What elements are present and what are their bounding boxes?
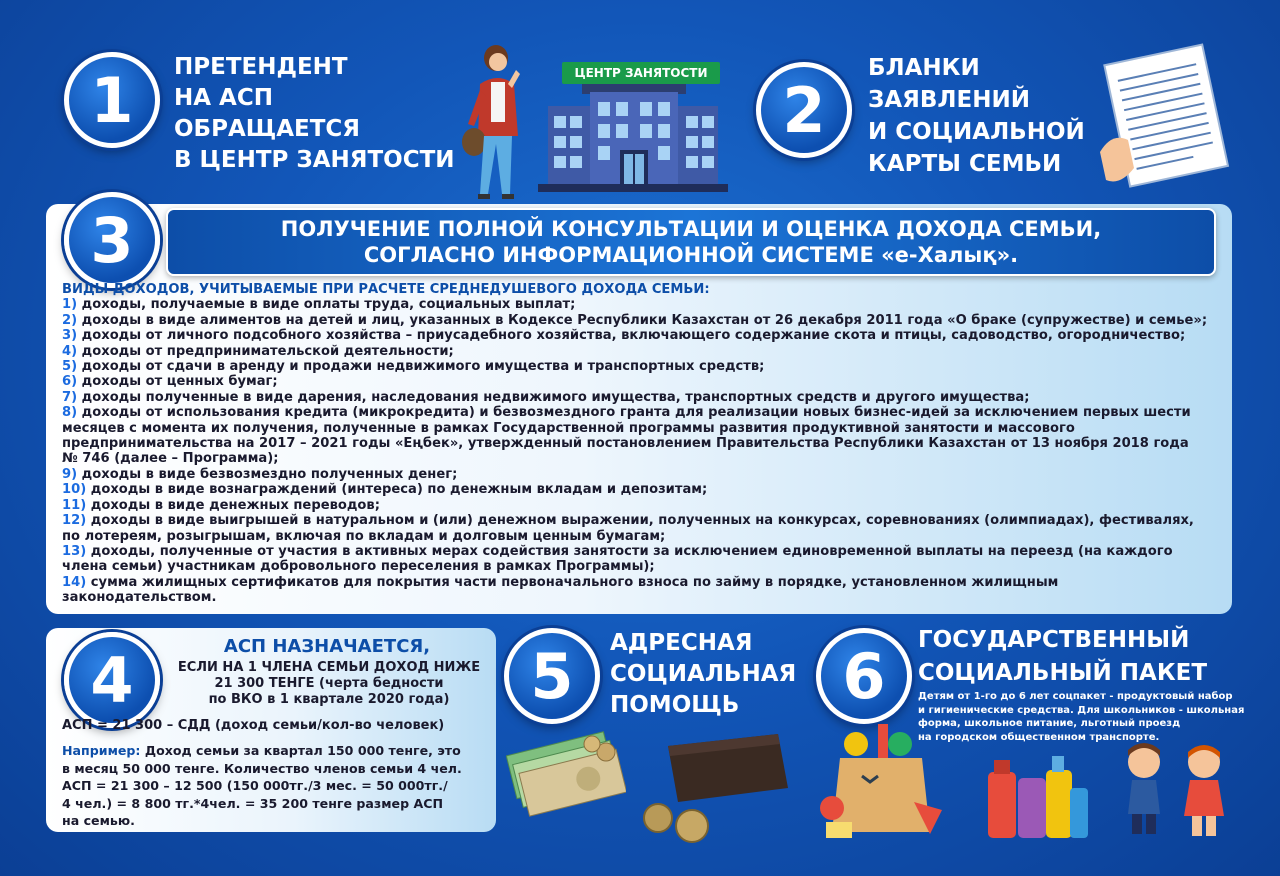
step-6-title: ГОСУДАРСТВЕННЫЙ СОЦИАЛЬНЫЙ ПАКЕТ bbox=[918, 627, 1208, 686]
building-sign: ЦЕНТР ЗАНЯТОСТИ bbox=[562, 62, 720, 84]
hygiene-products-illustration bbox=[980, 752, 1090, 842]
list-item: 14) сумма жилищных сертификатов для покрытия части первоначального взноса по займу в порядке, установленном жилищным законодательством. bbox=[62, 574, 1059, 606]
step-3-banner: ПОЛУЧЕНИЕ ПОЛНОЙ КОНСУЛЬТАЦИИ И ОЦЕНКА ДОХОДА СЕМЬИ, СОГЛАСНО ИНФОРМАЦИОННОЙ СИСТЕМЕ «е-Халық». bbox=[166, 208, 1216, 276]
children-illustration bbox=[1108, 740, 1244, 840]
list-item: 4) доходы от предпринимательской деятельности; bbox=[62, 343, 454, 359]
list-item: 7) доходы полученные в виде дарения, наследования недвижимого имущества, транспортных средств и другого имущества; bbox=[62, 389, 1030, 405]
step-2-text: БЛАНКИ ЗАЯВЛЕНИЙ И СОЦИАЛЬНОЙ КАРТЫ СЕМЬИ bbox=[868, 55, 1085, 177]
building-illustration bbox=[538, 84, 728, 192]
step-6-description: Детям от 1-го до 6 лет соцпакет - продуктовый набор и гигиенические средства. Для школьников - школьная форма, школьное питание, льготный проезд на городском общественном транспорте. bbox=[918, 691, 1245, 743]
list-item: 1) доходы, получаемые в виде оплаты труда, социальных выплат; bbox=[62, 297, 576, 313]
step-4-number: 4 bbox=[64, 632, 160, 728]
step-4-formula: АСП = 21 300 – СДД (доход семьи/кол-во человек) bbox=[62, 718, 445, 733]
list-item: 11) доходы в виде денежных переводов; bbox=[62, 497, 380, 513]
step-1-text: ПРЕТЕНДЕНТ НА АСП ОБРАЩАЕТСЯ В ЦЕНТР ЗАНЯТОСТИ bbox=[174, 54, 455, 173]
list-item: 8) доходы от использования кредита (микрокредита) и безвозмездного гранта для реализации новых бизнес-идей за исключением первых шести месяцев с момента их получения, полученные в рамках Государственной программы развития продуктивной занятости и массового предпринимательства на 2017 – 2021 годы «Еңбек», утвержденный постановлением Правительства Республики Казахстан от 13 ноября 2018 года № 746 (далее – Программа); bbox=[62, 405, 1191, 467]
step-3-number: 3 bbox=[64, 192, 160, 288]
coins-illustration bbox=[640, 800, 720, 846]
step-4-example: Например: Доход семьи за квартал 150 000 тенге, это в месяц 50 000 тенге. Количество членов семьи 4 чел. АСП = 21 300 – 12 500 (150 000тг./3 мес. = 50 000тг./ 4 чел.) = 8 800 тг.*4чел. = 35 200 тенге размер АСП на семью. bbox=[62, 743, 462, 829]
step-5-text: АДРЕСНАЯ СОЦИАЛЬНАЯ ПОМОЩЬ bbox=[610, 630, 797, 718]
list-item: 10) доходы в виде вознаграждений (интереса) по денежным вкладам и депозитам; bbox=[62, 482, 708, 498]
woman-illustration bbox=[458, 44, 538, 204]
list-item: 3) доходы от личного подсобного хозяйства – приусадебного хозяйства, включающего содержание скота и птицы, садоводство, огородничество; bbox=[62, 328, 1186, 344]
income-list bbox=[62, 282, 1222, 606]
step-2-number: 2 bbox=[756, 62, 852, 158]
list-item: 13) доходы, полученные от участия в активных мерах содействия занятости за исключением единовременной выплаты на переезд (на каждого члена семьи) участникам добровольного переселения в рамках Программы); bbox=[62, 543, 1173, 575]
income-list-title: ВИДЫ ДОХОДОВ, УЧИТЫВАЕМЫЕ ПРИ РАСЧЕТЕ СРЕДНЕДУШЕВОГО ДОХОДА СЕМЬИ: bbox=[62, 282, 710, 297]
step-6-number: 6 bbox=[816, 628, 912, 724]
list-item: 6) доходы от ценных бумаг; bbox=[62, 374, 278, 390]
list-item: 9) доходы в виде безвозмездно полученных денег; bbox=[62, 466, 458, 482]
list-item: 2) доходы в виде алиментов на детей и лиц, указанных в Кодексе Республики Казахстан от 26 декабря 2011 года «О браке (супружестве) и семье»; bbox=[62, 312, 1208, 328]
step-1-number: 1 bbox=[64, 52, 160, 148]
grocery-bag-illustration bbox=[818, 718, 948, 840]
money-banknotes-illustration bbox=[506, 722, 626, 822]
document-form-icon bbox=[1094, 40, 1234, 190]
list-item: 5) доходы от сдачи в аренду и продажи недвижимого имущества и транспортных средств; bbox=[62, 359, 765, 375]
list-item: 12) доходы в виде выигрышей в натуральном и (или) денежном выражении, полученных на конкурсах, соревнованиях (олимпиадах), фестивалях, по лотереям, розыгрышам, включая по вкладам и долговым ценным бумагам; bbox=[62, 513, 1194, 544]
step-4-condition: ЕСЛИ НА 1 ЧЛЕНА СЕМЬИ ДОХОД НИЖЕ 21 300 ТЕНГЕ (черта бедности по ВКО в 1 квартале 2020 года) bbox=[177, 660, 481, 707]
step-5-number: 5 bbox=[504, 628, 600, 724]
step-4-title: АСП НАЗНАЧАЕТСЯ, bbox=[223, 636, 431, 657]
